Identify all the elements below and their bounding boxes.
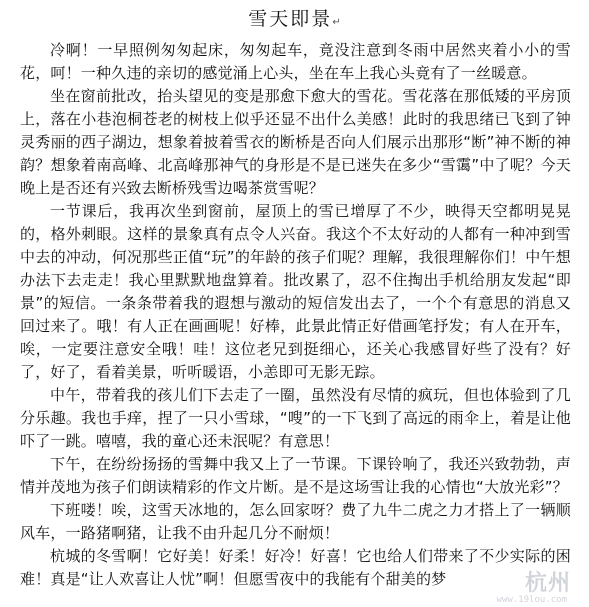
- title-text: 雪天即景: [248, 8, 333, 30]
- paragraph-mark-icon: ↵: [332, 17, 343, 28]
- paragraph-6: 下班喽！唉，这雪天冰地的，怎么回家呀？费了九牛二虎之力才搭上了一辆顺风车，一路猪啊猪，让我不由升起几分不耐烦！: [20, 501, 571, 542]
- paragraph-7: 杭城的冬雪啊！它好美！好柔！好冷！好喜！它也给人们带来了不少实际的困难！真是“让人欢喜让人忧”啊！但愿雪夜中的我能有个甜美的梦: [20, 547, 571, 588]
- site-watermark-url: www.19lou.com: [496, 595, 567, 605]
- document-title: [20, 6, 571, 36]
- paragraph-4: 中午，带着我的孩儿们下去走了一圈，虽然没有尽情的疯玩，但也体验到了几分乐趣。我也手痒，捏了一只小雪球，“嗖”的一下飞到了高远的雨伞上，着是让他吓了一跳。嘻嘻，我的童心还未泯呢？有意思！: [20, 386, 571, 450]
- site-watermark: 杭州: [524, 571, 571, 596]
- paragraph-3: 一节课后，我再次坐到窗前，屋顶上的雪已增厚了不少，映得天空都明晃晃的，格外刺眼。这样的景象真有点令人兴奋。我这个不太好动的人都有一种冲到雪中去的冲动，何况那些正值“玩”的年龄的孩子们呢？理解，我很理解你们！中午想办法下去走走！我心里默默地盘算着。批改累了，忍不住掏出手机给朋友发起“即景”的短信。一条条带着我的遐想与激动的短信发出去了，一个个有意思的消息又回过来了。哦！有人正在画画呢！好棒，此景此情正好借画笔抒发；有人在开车，唉，一定要注意安全哦！哇！这位老兄到挺细心，还关心我感冒好些了没有？好了，好了，看着美景，听听暖语，小恙即可无影无踪。: [20, 202, 571, 381]
- paragraph-2: 坐在窗前批改，抬头望见的变是那愈下愈大的雪花。雪花落在那低矮的平房顶上，落在小巷泡桐苍老的树枝上似乎还显不出什么美感！此时的我思绪已飞到了钟灵秀丽的西子湖边，想象着披着雪衣的断桥是否向人们展示出那形“断”神不断的神韵？想象着南高峰、北高峰那神气的身形是不是已迷失在多少“雪霭”中了呢？今天晚上是否还有兴致去断桥残雪边喝茶赏雪呢？: [20, 87, 571, 197]
- paragraph-1: 冷啊！一早照例匆匆起床，匆匆起车，竟没注意到冬雨中居然夹着小小的雪花，呵！一种久违的亲切的感觉涌上心头，坐在车上我心头竟有了一丝暖意。: [20, 41, 571, 82]
- paragraph-5: 下午，在纷纷扬扬的雪舞中我又上了一节课。下课铃响了，我还兴致勃勃，声情并茂地为孩子们朗读精彩的作文片断。是不是这场雪让我的心情也“大放光彩”？: [20, 455, 571, 496]
- document-page: [20, 6, 571, 591]
